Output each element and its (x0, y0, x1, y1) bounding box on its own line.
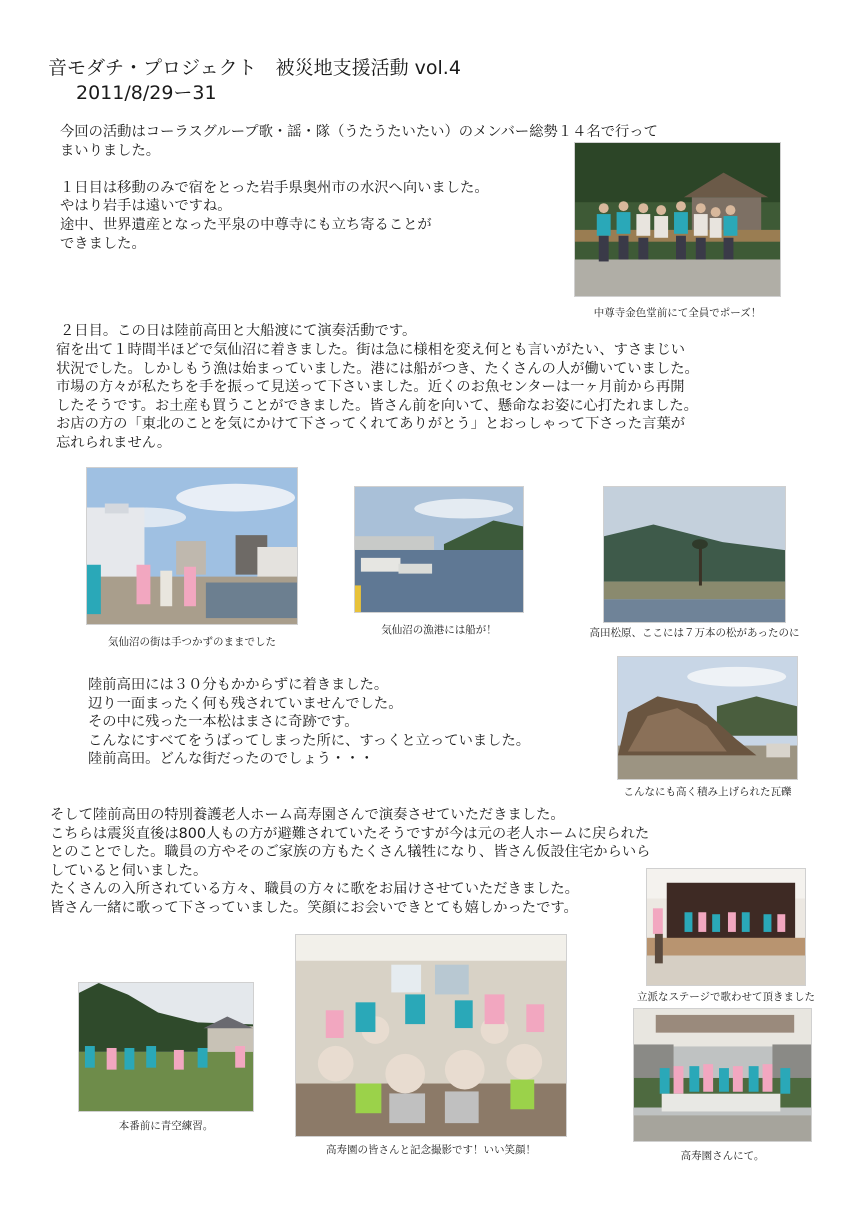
text-line (60, 160, 658, 179)
text-line: 陸前高田。どんな街だったのでしょう・・・ (88, 751, 374, 768)
photo-at-kojuen (633, 1008, 812, 1142)
page-date: 2011/8/29ー31 (76, 82, 217, 104)
text-line: 今回の活動はコーラスグループ歌・謡・隊（うたうたいたい）のメンバー総勢１４名で行って (60, 124, 658, 140)
text-line: したそうです。お土産も買うことができました。皆さん前を向いて、懸命なお姿に心打たれました。 (56, 397, 698, 414)
text-line: 忘れられません。 (56, 434, 172, 451)
caption-practice: 本番前に青空練習。 (118, 1120, 214, 1132)
photo-kesennuma-town (86, 467, 298, 625)
photo-chusonji-group (574, 142, 781, 297)
text-line: こんなにすべてをうばってしまった所に、すっくと立っていました。 (88, 732, 531, 749)
day2-paragraph (60, 322, 416, 341)
text-line: とのことでした。職員の方やそのご家族の方もたくさん犠牲になり、皆さん仮設住宅からいら (50, 844, 651, 861)
text-line: まいりました。 (60, 142, 161, 159)
day2-body (56, 341, 699, 453)
text-line: こちらは震災直後は800人もの方が避難されていたそうですが今は元の老人ホームに戻られた (50, 825, 650, 842)
text-line: 状況でした。しかしもう漁は始まっていました。港には船がつき、たくさんの人が働いていました。 (56, 360, 699, 377)
photo-group-kojuen (295, 934, 567, 1137)
caption-rubble: こんなにも高く積み上げられた瓦礫 (623, 786, 792, 798)
kojuen-paragraph (50, 806, 650, 918)
text-line: 宿を出て１時間半ほどで気仙沼に着きました。街は急に様相を変え何とも言いがたい、すさまじい (56, 342, 686, 358)
photo-rubble (617, 656, 798, 780)
text-line: 市場の方々が私たちを手を振って見送って下さいました。近くのお魚センターは一ヶ月前から再開 (56, 379, 685, 396)
text-line: やはり岩手は遠いですね。 (60, 198, 232, 215)
caption-group-photo: 高寿園の皆さんと記念撮影です！いい笑顔！ (326, 1144, 536, 1156)
text-line: お店の方の「東北のことを気にかけて下さってくれてありがとう」とおっしゃって下さった言葉が (56, 416, 686, 433)
intro-paragraph (60, 123, 658, 253)
text-line: １日目は移動のみで宿をとった岩手県奥州市の水沢へ向いました。 (60, 179, 489, 196)
caption-stage: 立派なステージで歌わせて頂きました (636, 991, 816, 1003)
text-line: していると伺いました。 (50, 862, 208, 879)
photo-kesennuma-port (354, 486, 524, 613)
caption-takata-matsubara: 高田松原、ここには７万本の松があったのに (589, 627, 800, 639)
text-line: 辺り一面まったく何も残されていませんでした。 (88, 695, 403, 712)
text-line: たくさんの入所されている方々、職員の方々に歌をお届けさせていただきました。 (50, 881, 579, 898)
caption-kesennuma-town: 気仙沼の街は手つかずのままでした (108, 636, 276, 648)
text-line: 途中、世界遺産となった平泉の中尊寺にも立ち寄ることが (60, 216, 432, 233)
caption-kesennuma-port: 気仙沼の漁港には船が！ (381, 624, 497, 636)
photo-stage (646, 868, 806, 986)
text-line: ２日目。この日は陸前高田と大船渡にて演奏活動です。 (60, 323, 417, 339)
text-line: その中に残った一本松はまさに奇跡です。 (88, 714, 359, 731)
photo-takata-matsubara (603, 486, 786, 623)
text-line: できました。 (60, 235, 146, 252)
caption-chusonji: 中尊寺金色堂前にて全員でポーズ！ (593, 307, 762, 319)
rikuzen-paragraph (88, 676, 530, 769)
text-line: 皆さん一緒に歌って下さっていました。笑顔にお会いできとても嬉しかったです。 (50, 899, 578, 916)
caption-at-kojuen: 高寿園さんにて。 (680, 1150, 765, 1162)
text-line: そして陸前高田の特別養護老人ホーム高寿園さんで演奏させていただきました。 (50, 807, 565, 823)
page-title: 音モダチ・プロジェクト 被災地支援活動 vol.4 (48, 57, 461, 79)
photo-practice (78, 982, 254, 1112)
text-line: 陸前高田には３０分もかからずに着きました。 (88, 677, 389, 693)
